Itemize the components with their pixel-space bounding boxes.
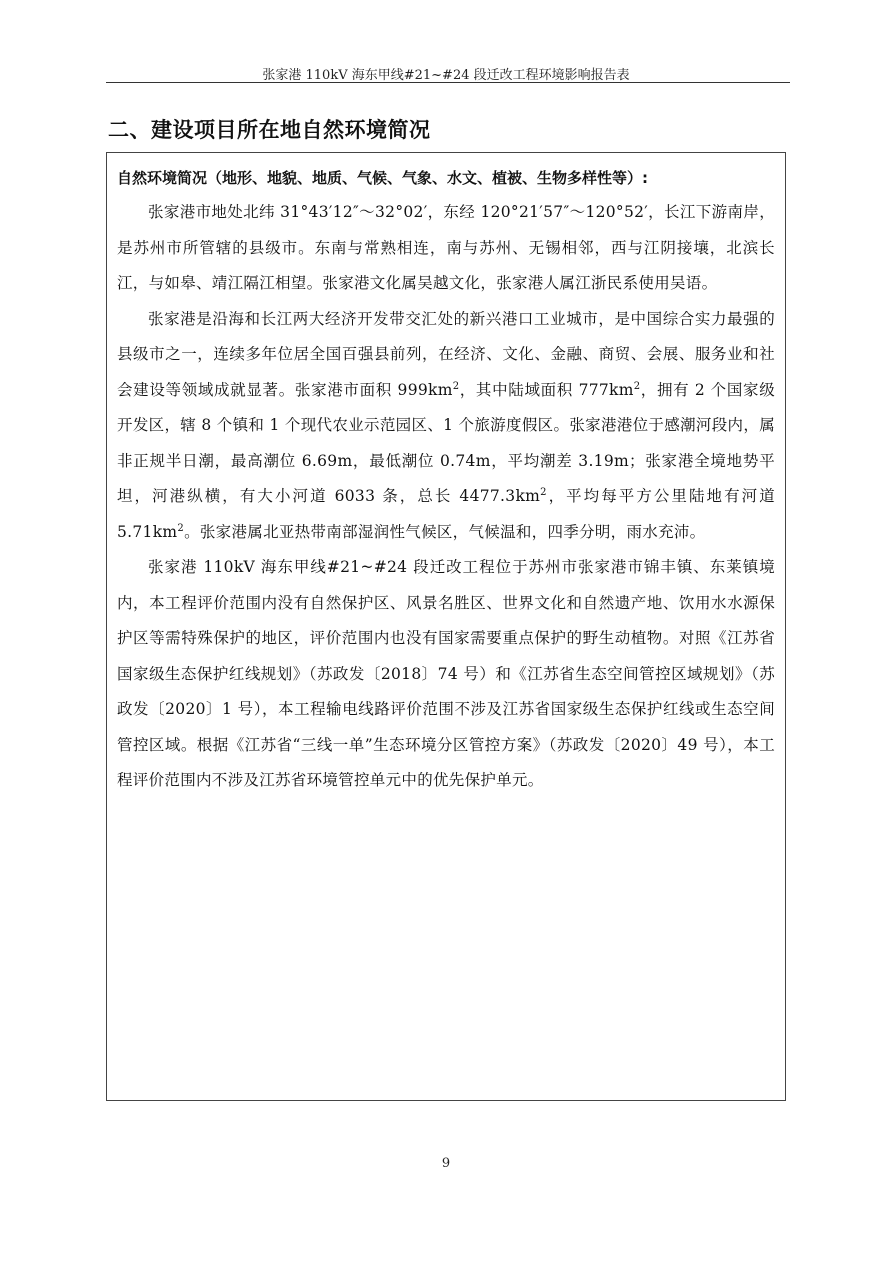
page-number: 9 [441, 1156, 451, 1171]
box-heading: 自然环境简况（地形、地貌、地质、气候、气象、水文、植被、生物多样性等）: [117, 169, 649, 187]
paragraph-project: 张家港 110kV 海东甲线#21~#24 段迁改工程位于苏州市张家港市锦丰镇、东莱镇境内，本工程评价范围内没有自然保护区、风景名胜区、世界文化和自然遗产地、饮用水水源保护区等需特殊保护的地区，评价范围内也没有国家需要重点保护的野生动植物。对照《江苏省国家级生态保护红线规划》（苏政发〔2018〕74 号）和《江苏省生态空间管控区域规划》（苏政发〔2020〕1 号），本工程输电线路评价范围不涉及江苏省国家级生态保护红线或生态空间管控区域。根据《江苏省“三线一单”生态环境分区管控方案》（苏政发〔2020〕49 号），本工程评价范围内不涉及江苏省环境管控单元中的优先保护单元。 [117, 558, 775, 789]
para2-part-c: ，拥有 2 个国家级开发区，辖 8 个镇和 1 个现代农业示范园区、1 个旅游度假区。张家港港位于感潮河段内，属非正规半日潮，最高潮位 6.69m，最低潮位 0.74m，平均潮差 3.19m；张家港全境地势平坦，河港纵横，有大小河道 6033 条，总长 4477.3km [117, 380, 775, 505]
paragraph-economy [117, 302, 775, 551]
superscript-2: 2 [633, 380, 641, 392]
paragraph-location: 张家港市地处北纬 31°43′12″～32°02′，东经 120°21′57″～120°52′，长江下游南岸，是苏州市所管辖的县级市。东南与常熟相连，南与苏州、无锡相邻，西与江阴接壤，北滨长江，与如皋、靖江隔江相望。张家港文化属吴越文化，张家港人属江浙民系使用吴语。 [117, 203, 775, 292]
superscript-2: 2 [540, 486, 547, 498]
para2-part-a: 张家港是沿海和长江两大经济开发带交汇处的新兴港口工业城市，是中国综合实力最强的县级市之一，连续多年位居全国百强县前列，在经济、文化、金融、商贸、会展、服务业和社会建设等领域成就显著。张家港市面积 999km [117, 309, 775, 399]
section-title: 二、建设项目所在地自然环境简况 [108, 118, 431, 142]
superscript-2: 2 [452, 380, 460, 392]
superscript-2: 2 [177, 522, 185, 534]
para2-part-b: ，其中陆域面积 777km [459, 380, 634, 399]
page-header-title: 张家港 110kV 海东甲线#21~#24 段迁改工程环境影响报告表 [262, 68, 630, 83]
header-rule [106, 82, 790, 83]
natural-environment-box [106, 152, 786, 1101]
para2-part-e: 。张家港属北亚热带南部湿润性气候区，气候温和，四季分明，雨水充沛。 [184, 522, 706, 541]
para2-part-d: ，平均每平方公里陆地有河道 5.71km [117, 487, 775, 541]
